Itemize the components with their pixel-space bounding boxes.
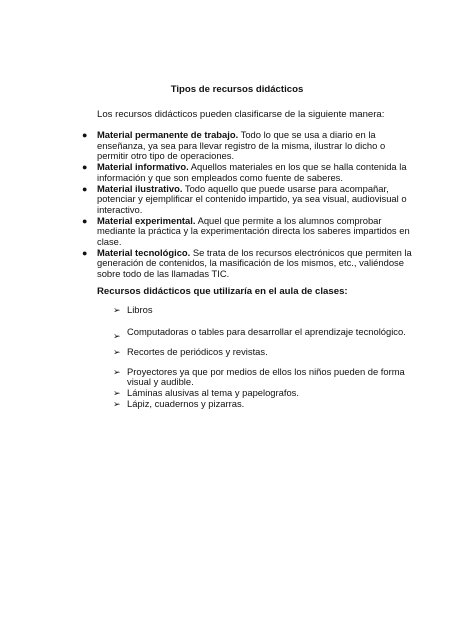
list-item <box>82 130 412 162</box>
bullet-icon: ● <box>82 162 88 173</box>
bullet-icon: ● <box>82 183 88 194</box>
list-item <box>113 347 413 358</box>
intro-paragraph: Los recursos didácticos pueden clasificarse de la siguiente manera: <box>97 109 385 120</box>
resource-text: Libros <box>127 304 153 315</box>
resources-title: Recursos didácticos que utilizaría en el aula de clases: <box>97 286 348 297</box>
list-item <box>82 162 412 183</box>
list-item <box>82 184 412 216</box>
definition-text: Todo aquello que puede usarse para acompañar, potenciar y ejemplificar el contenido impartido, ya sea visual, audiovisual o interactivo. <box>97 182 407 215</box>
resource-text: Recortes de periódicos y revistas. <box>127 345 268 357</box>
definitions-list <box>82 130 412 280</box>
document-title: Tipos de recursos didácticos <box>170 84 304 95</box>
list-item <box>82 216 412 248</box>
definition-text: Todo lo que se usa a diario en la enseñanza, ya sea para llevar registro de la misma, ilustrar lo dicho o permitir otro tipo de operaciones. <box>97 129 386 162</box>
definition-term: Material informativo. <box>97 161 189 173</box>
arrow-bullet-icon: ➢ <box>113 388 121 399</box>
resource-text: Computadoras o tables para desarrollar el aprendizaje tecnológico. <box>127 325 406 337</box>
arrow-bullet-icon: ➢ <box>113 366 121 377</box>
arrow-bullet-icon: ➢ <box>113 398 121 409</box>
definition-term: Material tecnológico. <box>97 246 191 258</box>
resource-text: Proyectores ya que por medios de ellos los niños pueden de forma visual y audible. <box>127 365 405 388</box>
bullet-icon: ● <box>82 247 88 258</box>
bullet-icon: ● <box>82 215 88 226</box>
definition-text: Se trata de los recursos electrónicos que permiten la generación de contenidos, la masificación de los mismos, etc., valiéndose sobre todo de las llamadas TIC. <box>97 246 412 280</box>
definition-term: Material permanente de trabajo. <box>97 129 239 140</box>
list-item <box>82 248 412 280</box>
resource-text: Láminas alusivas al tema y papelografos. <box>127 387 299 399</box>
definition-text: Aquellos materiales en los que se halla contenida la información y que son empleados como fuente de saberes. <box>97 161 407 183</box>
definition-text: Aquel que permite a los alumnos comprobar mediante la práctica y la experimentación directa los saberes impartidos en clase. <box>97 214 410 248</box>
list-item <box>113 367 413 389</box>
resource-text: Lápiz, cuadernos y pizarras. <box>127 397 245 409</box>
list-item <box>113 323 413 341</box>
arrow-bullet-icon: ➢ <box>113 330 121 341</box>
arrow-bullet-icon: ➢ <box>113 346 121 357</box>
definition-term: Material ilustrativo. <box>97 182 183 194</box>
list-item <box>113 305 413 316</box>
definition-term: Material experimental. <box>97 214 196 226</box>
bullet-icon: ● <box>82 130 88 140</box>
arrow-bullet-icon: ➢ <box>113 305 121 315</box>
resources-list <box>113 305 413 410</box>
list-item <box>113 399 413 410</box>
